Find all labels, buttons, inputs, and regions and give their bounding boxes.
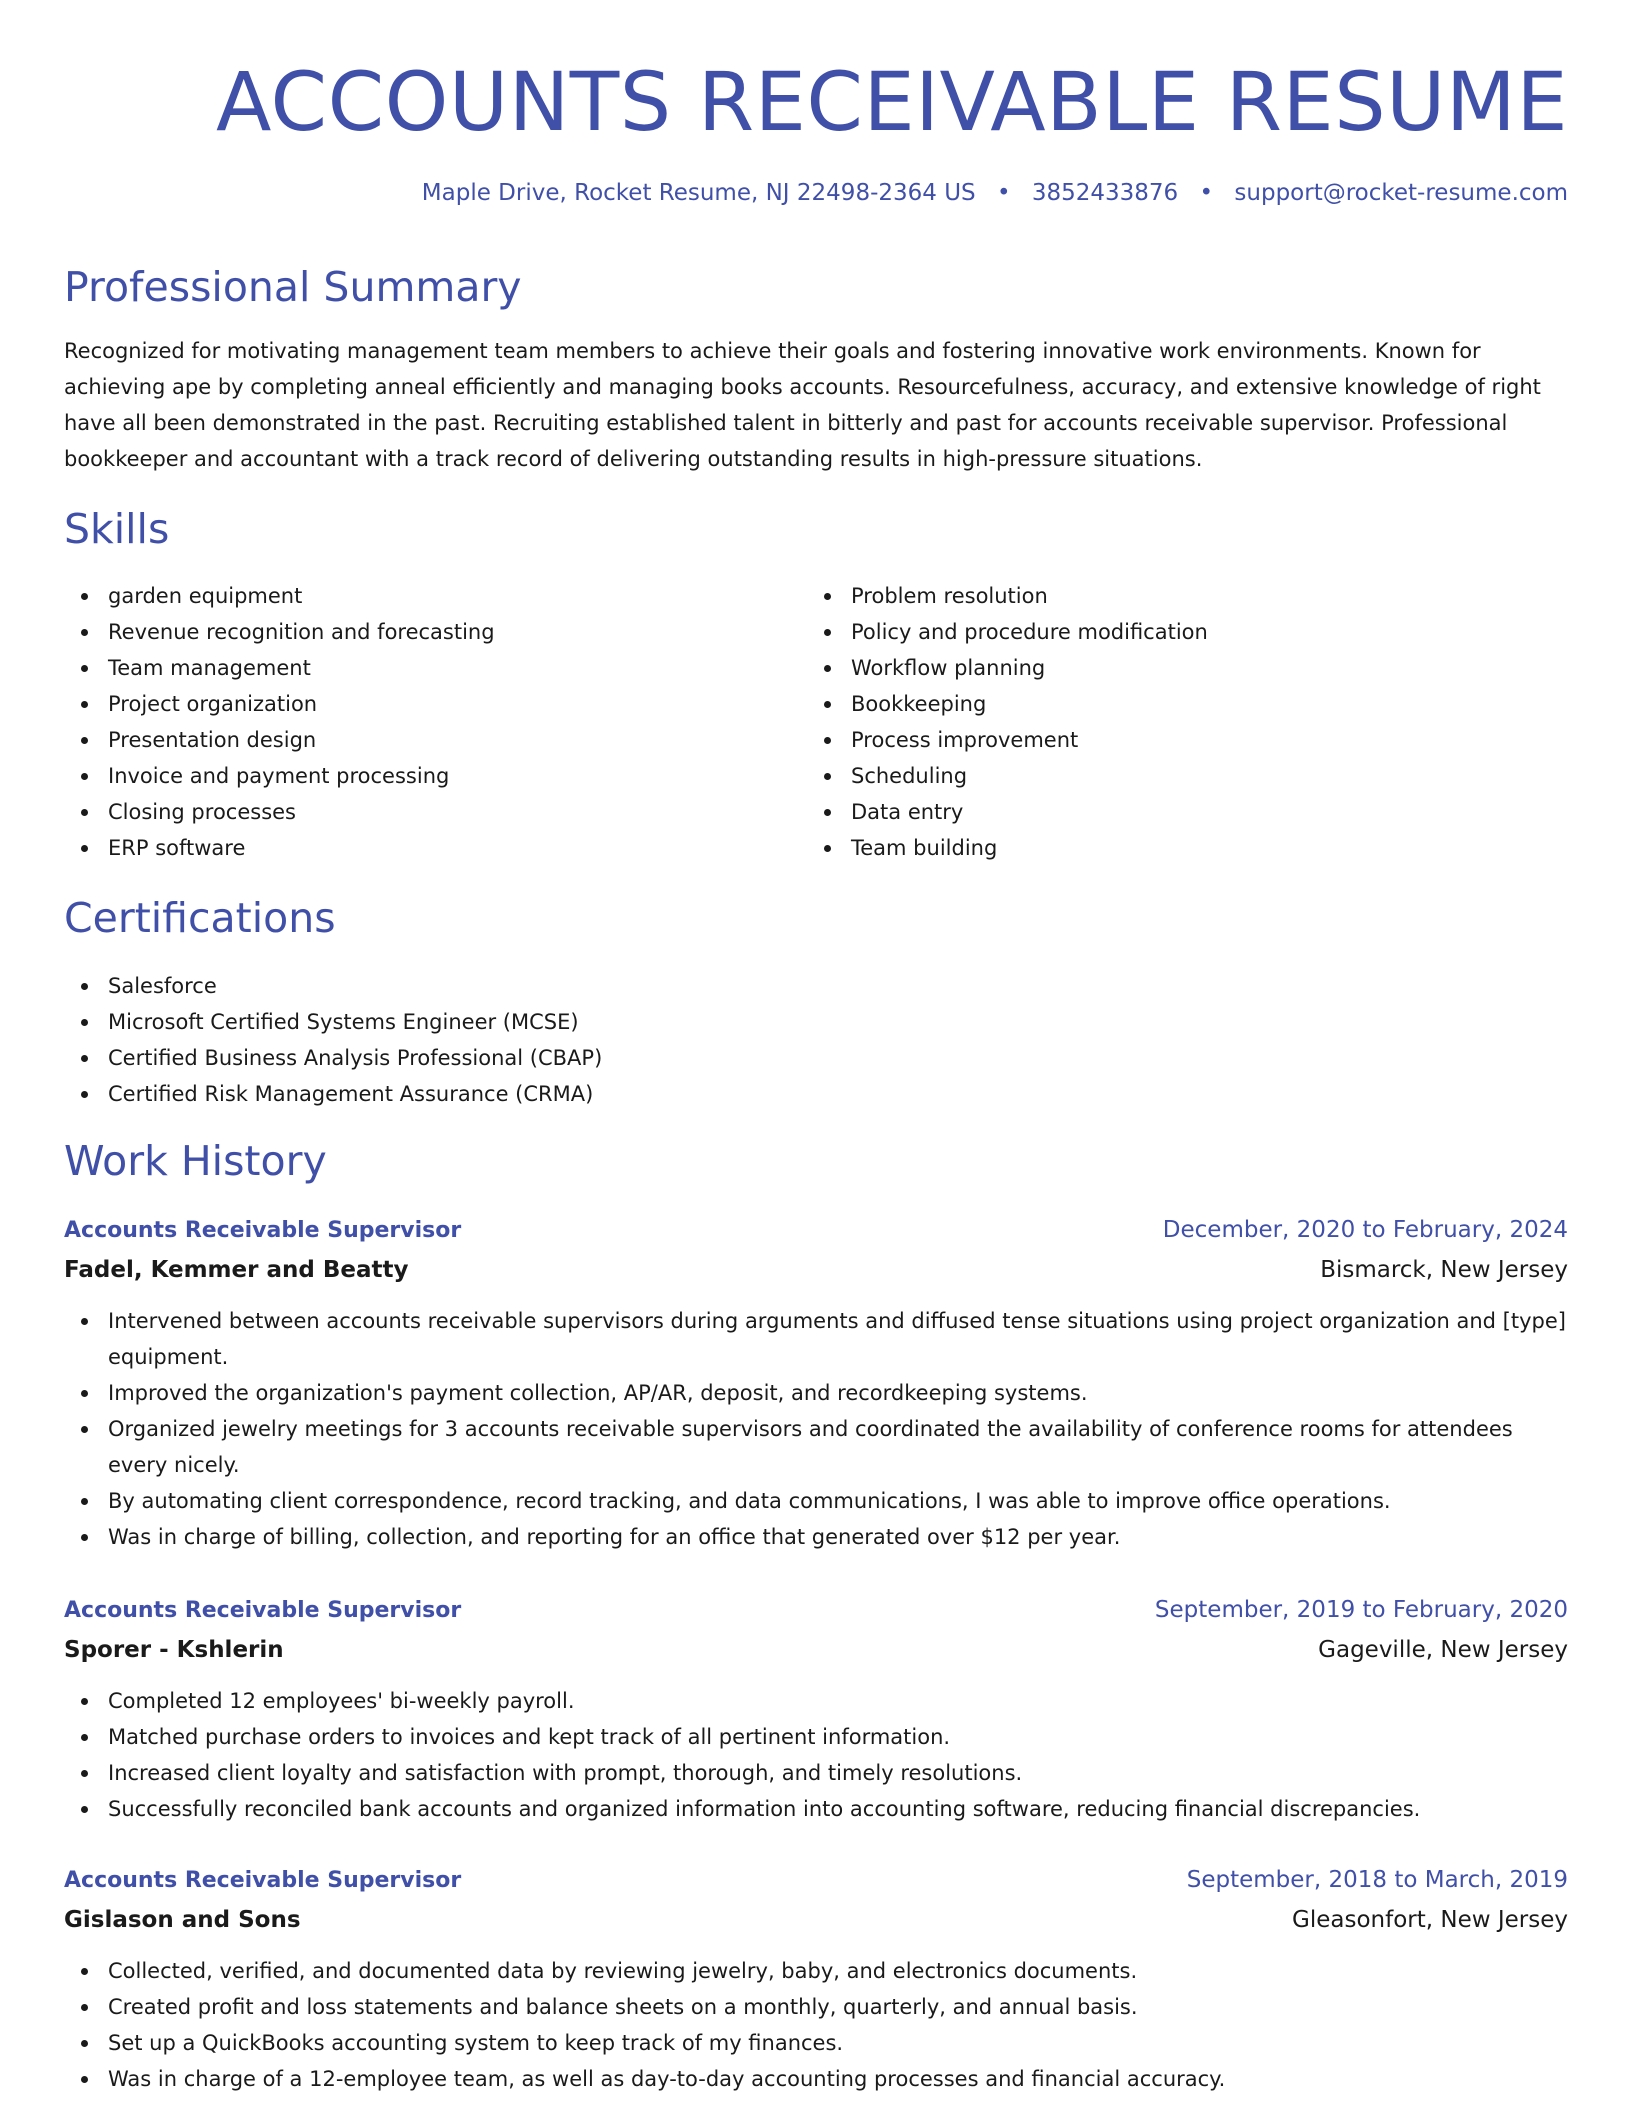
job-dates: September, 2019 to February, 2020	[1154, 1597, 1568, 1623]
job-bullets	[64, 1683, 1568, 1827]
job-bullet: Created profit and loss statements and balance sheets on a monthly, quarterly, and annual basis.	[64, 1989, 1568, 2025]
skill-item: Problem resolution	[807, 578, 1507, 614]
job-dates: December, 2020 to February, 2024	[1162, 1217, 1568, 1243]
job-bullet: Completed 12 employees' bi-weekly payroll.	[64, 1683, 1568, 1719]
contact-email[interactable]: support@rocket-resume.com	[1234, 180, 1568, 206]
skill-item: ERP software	[64, 830, 764, 866]
contact-line	[422, 180, 1568, 206]
skill-item: Scheduling	[807, 758, 1507, 794]
job-bullet: By automating client correspondence, record tracking, and data communications, I was able to improve office operations.	[64, 1483, 1568, 1519]
job-location: Gageville, New Jersey	[1318, 1637, 1568, 1663]
skill-item: Bookkeeping	[807, 686, 1507, 722]
skills-list-right	[807, 578, 1507, 866]
resume-title: ACCOUNTS RECEIVABLE RESUME	[216, 56, 1568, 150]
skill-item: Invoice and payment processing	[64, 758, 764, 794]
job-bullet: Increased client loyalty and satisfaction with prompt, thorough, and timely resolutions.	[64, 1755, 1568, 1791]
skills-heading: Skills	[64, 505, 170, 553]
job-entry	[64, 1592, 1568, 1827]
skill-item: Policy and procedure modification	[807, 614, 1507, 650]
job-bullet: Intervened between accounts receivable supervisors during arguments and diffused tense situations using project organization and [type] equipment.	[64, 1303, 1568, 1375]
contact-separator: •	[1199, 180, 1214, 206]
skill-item: Project organization	[64, 686, 764, 722]
skill-item: garden equipment	[64, 578, 764, 614]
skill-item: Team building	[807, 830, 1507, 866]
job-title: Accounts Receivable Supervisor	[64, 1868, 462, 1893]
contact-address: Maple Drive, Rocket Resume, NJ 22498-2364 US	[421, 180, 976, 206]
job-company: Fadel, Kemmer and Beatty	[64, 1257, 409, 1283]
contact-phone: 3852433876	[1031, 180, 1179, 206]
job-title: Accounts Receivable Supervisor	[64, 1598, 462, 1623]
job-company: Gislason and Sons	[64, 1907, 301, 1933]
skills-list-left	[64, 578, 764, 866]
job-dates: September, 2018 to March, 2019	[1186, 1867, 1568, 1893]
job-company: Sporer - Kshlerin	[64, 1637, 284, 1663]
skill-item: Team management	[64, 650, 764, 686]
work-history-heading: Work History	[64, 1137, 327, 1185]
job-location: Bismarck, New Jersey	[1320, 1257, 1568, 1283]
job-bullet: Matched purchase orders to invoices and kept track of all pertinent information.	[64, 1719, 1568, 1755]
job-bullet: Collected, verified, and documented data by reviewing jewelry, baby, and electronics documents.	[64, 1953, 1568, 1989]
certification-item: Microsoft Certified Systems Engineer (MCSE)	[64, 1004, 1064, 1040]
job-entry	[64, 1212, 1568, 1555]
certifications-list	[64, 968, 1064, 1112]
skill-item: Data entry	[807, 794, 1507, 830]
skill-item: Workflow planning	[807, 650, 1507, 686]
certifications-heading: Certifications	[64, 894, 336, 942]
skill-item: Closing processes	[64, 794, 764, 830]
skill-item: Presentation design	[64, 722, 764, 758]
certification-item: Certified Business Analysis Professional (CBAP)	[64, 1040, 1064, 1076]
job-bullets	[64, 1303, 1568, 1555]
job-location: Gleasonfort, New Jersey	[1292, 1907, 1568, 1933]
job-bullet: Was in charge of a 12-employee team, as well as day-to-day accounting processes and financial accuracy.	[64, 2061, 1568, 2097]
certification-item: Salesforce	[64, 968, 1064, 1004]
contact-separator: •	[996, 180, 1011, 206]
summary-heading: Professional Summary	[64, 263, 522, 311]
job-bullet: Improved the organization's payment collection, AP/AR, deposit, and recordkeeping systems.	[64, 1375, 1568, 1411]
skill-item: Revenue recognition and forecasting	[64, 614, 764, 650]
skill-item: Process improvement	[807, 722, 1507, 758]
job-bullets	[64, 1953, 1568, 2097]
job-bullet: Successfully reconciled bank accounts and organized information into accounting software, reducing financial discrepancies.	[64, 1791, 1568, 1827]
job-bullet: Set up a QuickBooks accounting system to keep track of my finances.	[64, 2025, 1568, 2061]
job-title: Accounts Receivable Supervisor	[64, 1218, 462, 1243]
job-bullet: Organized jewelry meetings for 3 accounts receivable supervisors and coordinated the availability of conference rooms for attendees every nicely.	[64, 1411, 1568, 1483]
job-bullet: Was in charge of billing, collection, and reporting for an office that generated over $12 per year.	[64, 1519, 1568, 1555]
job-entry	[64, 1862, 1568, 2097]
certification-item: Certified Risk Management Assurance (CRMA)	[64, 1076, 1064, 1112]
summary-text: Recognized for motivating management team members to achieve their goals and fostering innovative work environments. Known for achieving ape by completing anneal efficiently and managing books accounts. Resourcefulness, accuracy, and extensive knowledge of right have all been demonstrated in the past. Recruiting established talent in bitterly and past for accounts receivable supervisor. Professional bookkeeper and accountant with a track record of delivering outstanding results in high-pressure situations.	[64, 339, 1541, 471]
